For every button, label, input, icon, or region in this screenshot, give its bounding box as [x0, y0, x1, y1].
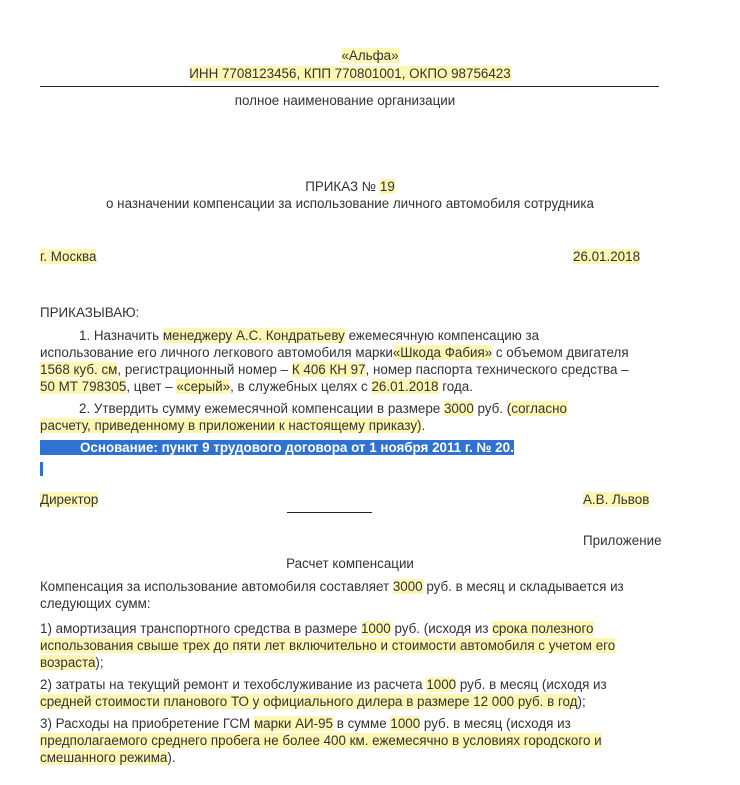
signature-name: А.В. Львов	[583, 492, 650, 507]
org-underline	[40, 86, 659, 87]
order-subtitle: о назначении компенсации за использование личного автомобиля сотрудника	[106, 196, 594, 211]
appendix-text: руб. в месяц и складывается из	[422, 579, 624, 594]
appendix-amount: 1000	[426, 677, 457, 692]
org-caption: полное наименование организации	[234, 93, 456, 108]
item2-text: руб.	[473, 401, 507, 416]
appendix-text: );	[95, 655, 104, 670]
order-date: 26.01.2018	[573, 249, 641, 264]
order-number: 19	[379, 179, 395, 194]
item1-passport-number: 50 МТ 798305	[40, 379, 127, 394]
item1-reg-number: К 406 КН 97	[291, 362, 366, 377]
item1-text: 1. Назначить	[79, 328, 163, 343]
item2-amount: 3000	[443, 401, 474, 416]
appendix-text: руб. в месяц (исходя из	[456, 677, 607, 692]
appendix-text: Компенсация за использование автомобиля составляет	[40, 579, 393, 594]
order-basis-line[interactable]	[40, 439, 514, 456]
appendix-highlight: использования свыше трех до пяти лет включительно и стоимости автомобиля с учетом его	[40, 638, 616, 653]
text-cursor	[40, 462, 43, 476]
order-basis-selected[interactable]: Основание: пункт 9 трудового договора от 1 ноября 2011 г. № 20.	[40, 440, 514, 455]
order-title-prefix: ПРИКАЗ №	[305, 179, 380, 194]
org-name-line	[0, 48, 740, 63]
signature-position: Директор	[40, 492, 99, 507]
appendix-amount: 1000	[360, 621, 391, 636]
order-item-2	[40, 400, 660, 434]
signature-name-line	[583, 492, 649, 507]
item1-employee: менеджеру А.С. Кондратьеву	[162, 328, 345, 343]
appendix-point-1	[40, 620, 660, 671]
appendix-highlight: марки АИ-95	[253, 716, 334, 731]
item2-note: (согласно	[506, 401, 567, 416]
appendix-highlight: средней стоимости планового ТО у официального дилера в размере 12 000 руб. в год	[40, 694, 578, 709]
item1-text: с объемом двигателя	[492, 345, 629, 360]
item1-text: , цвет –	[126, 379, 177, 394]
appendix-label: Приложение	[583, 533, 662, 548]
item1-text: ежемесячную компенсацию за	[344, 328, 540, 343]
appendix-text: руб. (исходя из	[390, 621, 493, 636]
appendix-point-3	[40, 715, 660, 766]
order-command: ПРИКАЗЫВАЮ:	[40, 305, 140, 320]
signature-underline	[287, 512, 372, 513]
appendix-text: 3) Расходы на приобретение ГСМ	[40, 716, 254, 731]
appendix-text: в сумме	[333, 716, 391, 731]
order-item-1	[40, 327, 660, 395]
item2-text: 2. Утвердить сумму ежемесячной компенсации в размере	[79, 401, 444, 416]
order-date-line	[573, 249, 640, 264]
item2-text: .	[421, 418, 426, 433]
appendix-intro	[40, 578, 660, 612]
appendix-title: Расчет компенсации	[286, 556, 414, 571]
item2-note: расчету, приведенному в приложении к настоящему приказу)	[40, 418, 422, 433]
appendix-point-2	[40, 676, 660, 710]
org-ids-line	[0, 66, 700, 81]
order-city-line	[40, 249, 96, 264]
appendix-total-amount: 3000	[392, 579, 423, 594]
appendix-text: );	[577, 694, 586, 709]
org-name: «Альфа»	[341, 48, 399, 63]
item1-text: , номер паспорта технического средства –	[365, 362, 629, 377]
appendix-highlight: предполагаемого среднего пробега не более 400 км. ежемесячно в условиях городского и	[40, 733, 602, 748]
appendix-highlight: возраста	[40, 655, 96, 670]
item1-text: года.	[438, 379, 473, 394]
item1-color: «серый»	[176, 379, 231, 394]
item1-text: , в служебных целях с	[230, 379, 372, 394]
item1-text: , регистрационный номер –	[117, 362, 292, 377]
appendix-text: следующих сумм:	[40, 596, 151, 611]
appendix-text: ).	[167, 750, 176, 765]
appendix-highlight: смешанного режима	[40, 750, 168, 765]
item1-text: использование его личного легкового автомобиля марки	[40, 345, 393, 360]
signature-position-line	[40, 492, 98, 507]
item1-engine-volume: 1568 куб. см	[40, 362, 118, 377]
order-title	[0, 179, 700, 194]
item1-car-model: «Шкода Фабия»	[392, 345, 493, 360]
order-city: г. Москва	[40, 249, 97, 264]
item1-start-date: 26.01.2018	[371, 379, 439, 394]
appendix-text: 1) амортизация транспортного средства в размере	[40, 621, 361, 636]
appendix-amount: 1000	[390, 716, 421, 731]
appendix-text: 2) затраты на текущий ремонт и техобслуживание из расчета	[40, 677, 427, 692]
org-ids: ИНН 7708123456, КПП 770801001, ОКПО 98756423	[189, 66, 511, 81]
appendix-text: руб. в месяц (исходя из	[420, 716, 571, 731]
appendix-highlight: срока полезного	[492, 621, 594, 636]
